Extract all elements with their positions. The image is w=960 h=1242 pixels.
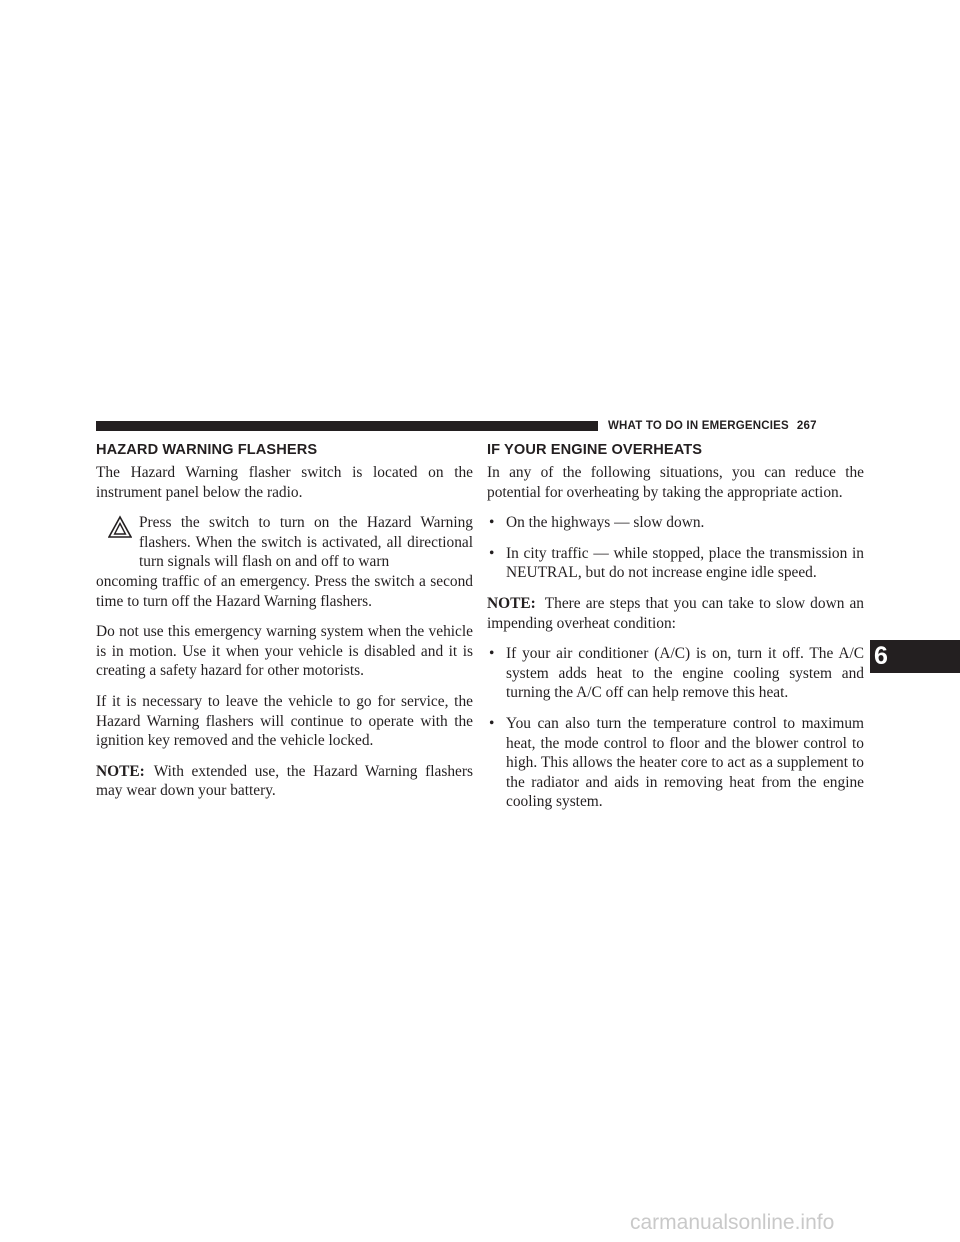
hazard-service-text: If it is necessary to leave the vehicle to go for service, the Hazard Warning flashers will continue to operate with the ignition key removed and the vehicle locked. [96,692,473,750]
bullet: • [489,544,495,562]
list-item: • If your air conditioner (A/C) is on, turn it off. The A/C system adds heat to the engine cooling system and turning the A/C off can help remove this heat. [489,645,864,702]
page-number: 267 [796,420,817,432]
note-label: NOTE: [487,594,536,612]
hazard-warning-icon [108,515,132,539]
overheat-steps-list [487,644,864,812]
bullet: • [489,645,495,663]
header-rule [96,421,598,431]
left-column [96,441,473,812]
hazard-switch-text: Press the switch to turn on the Hazard Warning flashers. When the switch is activated, all directional turn signals will flash on and off to warn [139,514,473,571]
note-text: There are steps that you can take to slow down an impending overheat condition: [487,594,864,632]
list-item: • You can also turn the temperature control to maximum heat, the mode control to floor and the blower control to high. This allows the heater core to act as a supplement to the radiator and aids in removing heat from the engine cooling system. [489,714,864,811]
overheat-note [487,594,864,633]
hazard-switch-text-cont: oncoming traffic of an emergency. Press the switch a second time to turn off the Hazard Warning flashers. [96,572,473,610]
note-label: NOTE: [96,762,145,780]
hazard-heading: HAZARD WARNING FLASHERS [96,442,318,458]
note-text: With extended use, the Hazard Warning flashers may wear down your battery. [96,762,473,800]
bullet: • [489,514,495,532]
chapter-number: 6 [874,642,888,670]
overheat-intro: In any of the following situations, you can reduce the potential for overheating by taking the appropriate action. [487,464,864,501]
chapter-tab [870,640,960,673]
section-title: WHAT TO DO IN EMERGENCIES [608,420,789,432]
watermark: carmanualsonline.info [630,1211,835,1234]
right-column [487,441,864,823]
list-item: • On the highways — slow down. [489,514,705,532]
hazard-intro: The Hazard Warning flasher switch is located on the instrument panel below the radio. [96,464,473,501]
hazard-usage-text: Do not use this emergency warning system when the vehicle is in motion. Use it when your vehicle is disabled and it is creating a safety hazard for other motorists. [96,623,473,680]
hazard-switch-block [96,513,473,611]
overheat-heading: IF YOUR ENGINE OVERHEATS [487,442,703,458]
list-item: • In city traffic — while stopped, place the transmission in NEUTRAL, but do not increase engine idle speed. [489,544,864,582]
hazard-note [96,762,473,801]
running-header [608,419,864,433]
bullet: • [489,714,495,732]
overheat-situations-list [487,513,864,583]
